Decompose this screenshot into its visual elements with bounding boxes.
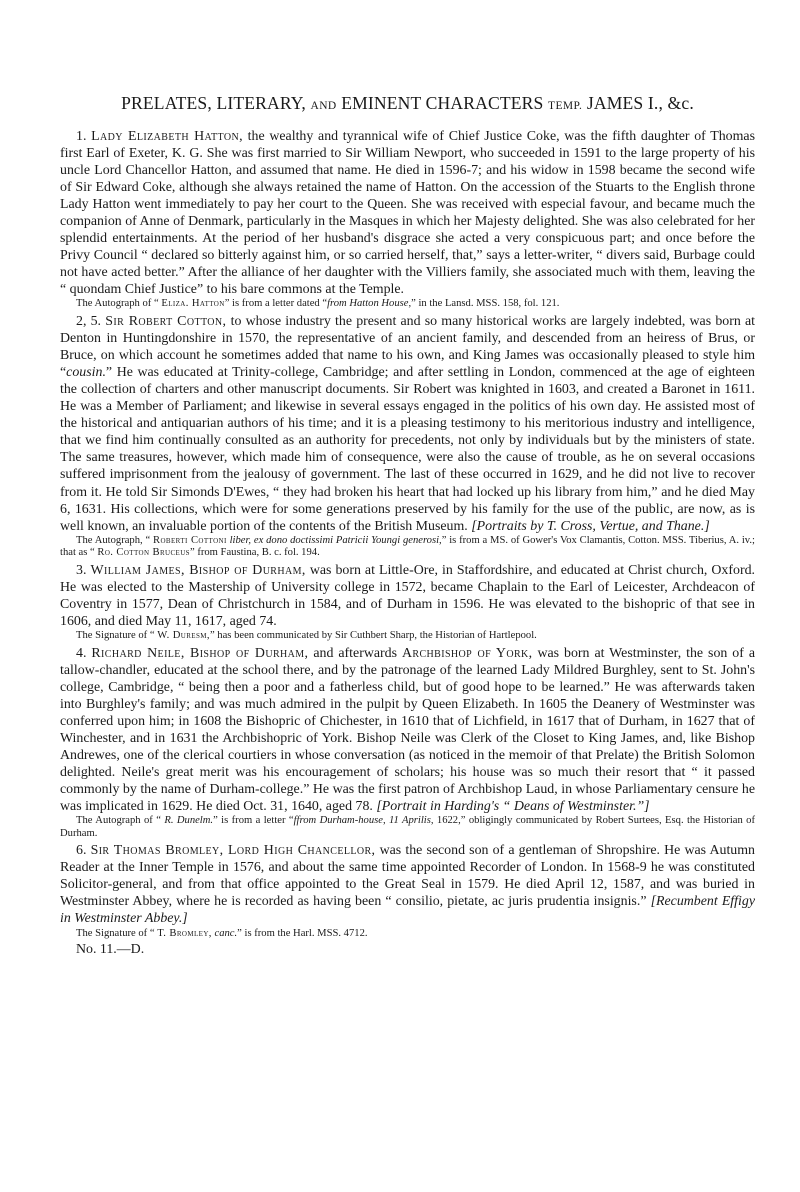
entry-robert-cotton: 2, 5. Sir Robert Cotton, to whose industry the present and so many historical works are largely indebted, was born at Denton in Huntingdonshire in 1570, the representative of an ancient family, and descended from an heiress of Brus, or Bruce, on which account he sometimes added that name to his own, and King James was occasionally pleased to style him “cousin.” He was educated at Trinity-college, Cambridge; and after settling in London, commenced at the age of eighteen the collection of charters and other manuscript documents. Sir Robert was knighted in 1603, and created a Baronet in 1611. He was a Member of Parliament; and likewise in several essays engaged in the politics of his own day. He assisted most of the historical and antiquarian authors of his time; and it is a pleasing testimony to his meritorious industry and intelligence, that we find him continually consulted as an authority for precedents, not only by individuals but by the ministers of state. The same treasures, however, which made him of consequence, were also the cause of trouble, as he on several occasions suffered imprisonment from the jealousy of government. The last of these occurred in 1629, and he did not live to recover from it. He told Sir Simonds D'Ewes, “ they had broken his heart that had locked up his library from him,” and he died May 6, 1631. His collections, which were for some generations preserved by his family for the use of the public, are now, as is well known, an invaluable portion of the contents of the British Museum. [Portraits by T. Cross, Vertue, and Thane.]: [60, 314, 755, 534]
entry-thomas-bromley: [60, 842, 755, 927]
entry-number: 4.: [76, 645, 87, 661]
entry-number: 1.: [76, 129, 87, 144]
autograph-note: The Signature of “ W. Duresm,” has been communicated by Sir Cuthbert Sharp, the Historian of Hartlepool.: [76, 630, 537, 642]
title-end: JAMES I., &c.: [586, 93, 694, 113]
entry-text: was the second son of a gentleman of Shropshire. He was Autumn Reader at the Inner Temple in 1576, and about the same time appointed Recorder of London. In 1568-9 he was constituted Solicitor-general, and from that office appointed to the Great Seal in 1579. He died April 12, 1587, and was buried in Westminster Abbey, where he is recorded as having been “ consilio, pietate, ac juris prudentia insignis.”: [60, 843, 755, 910]
entry-name: William James, Bishop of Durham,: [90, 562, 306, 578]
entry-number: 2, 5.: [76, 314, 102, 330]
entry-number: 3.: [76, 562, 87, 578]
signature-mark: No. 11.—D.: [76, 942, 145, 958]
portrait-reference: [Portrait in Harding's “ Deans of Westminster.”]: [376, 799, 650, 815]
document-page: [60, 93, 755, 958]
entry-name: Lady Elizabeth Hatton,: [91, 129, 243, 144]
autograph-note: The Signature of “ T. Bromley, canc.” is from the Harl. MSS. 4712.: [76, 927, 368, 939]
entry-name: Sir Robert Cotton,: [105, 314, 227, 330]
portrait-reference: [Recumbent Effigy in Westminster Abbey.]: [60, 894, 755, 927]
entry-number: 6.: [76, 843, 87, 859]
entry-text-cont: ” He was educated at Trinity-college, Cambridge; and after settling in London, commenced at the age of eighteen the collection of charters and other manuscript documents. Sir Robert was knighted in 1603, and created a Baronet in 1611. He was a Member of Parliament; and likewise in several essays engaged in the politics of his own day. He assisted most of the historical and antiquarian authors of his time; and it is a pleasing testimony to his meritorious industry and intelligence, that we find him continually consulted as an authority for precedents, not only by individuals but by the ministers of state. The same treasures, however, which made him of consequence, were also the cause of trouble, as he on several occasions suffered imprisonment from the jealousy of government. The last of these occurred in 1629, and he did not live to recover from it. He told Sir Simonds D'Ewes, “ they had broken his heart that had locked up his library from him,” and he died May 6, 1631. His collections, which were for some generations preserved by his family for the use of the public, are now, as is well known, an invaluable portion of the contents of the British Museum.: [60, 365, 755, 534]
entry-name: Richard Neile, Bishop of Durham,: [91, 645, 309, 661]
autograph-note: The Autograph, “ Roberti Cottoni liber, ex dono doctissimi Patricii Youngi generosi,” is from a MS. of Gower's Vox Clamantis, Cotton. MSS. Tiberius, A. iv.; that as “ Ro. Cotton Bruceus” from Faustina, B. c. fol. 194.: [60, 534, 755, 559]
entry-text: to whose industry the present and so many historical works are largely indebted, was born at Denton in Huntingdonshire in 1570, the representative of an ancient family, and descended from an heiress of Brus, or Bruce, on which account he sometimes added that name to his own, and King James was occasionally pleased to style him “: [60, 314, 755, 381]
entry-william-james: [60, 562, 755, 630]
title-main: PRELATES, LITERARY,: [121, 93, 306, 113]
title-temp: TEMP.: [548, 100, 583, 112]
entry-text: the wealthy and tyrannical wife of Chief Justice Coke, was the fifth daughter of Thomas first Earl of Exeter, K. G. She was first married to Sir William Newport, who succeeded in 1591 to the large property of his uncle Lord Chancellor Hatton, and assumed that name. He died in 1596-7; and his widow in 1598 became the second wife of Sir Edward Coke, although she always retained the name of Hatton. On the accession of the Stuarts to the English throne Lady Hatton went immediately to pay her court to the Queen. She was received with especial favour, and became much the companion of Anne of Denmark, particularly in the Masques in which her Majesty delighted. She was also celebrated for her splendid entertainments. At the period of her husband's disgrace she acted a very conspicuous part; and once before the Privy Council “ declared so bitterly against him, or so carried herself, that,” says a letter-writer, “ divers said, Burbage could not have acted better.” After the alliance of her daughter with the Villiers family, she associated much with them, leaving the “ quondam Chief Justice” to his bare commons at the Temple.: [60, 129, 755, 298]
portrait-reference: [Portraits by T. Cross, Vertue, and Thane.]: [471, 518, 710, 534]
entry-text: was born at Little-Ore, in Staffordshire, and educated at Christ church, Oxford. He was elected to the Mastership of University college in 1572, became Chaplain to the Earl of Leicester, Archdeacon of Coventry in 1577, Dean of Christchurch in 1584, and of Durham in 1596. He was elevated to the bishopric of that see in 1606, and died May 11, 1617, aged 74.: [60, 562, 755, 629]
title-mid: EMINENT CHARACTERS: [341, 93, 544, 113]
entry-lady-hatton: [60, 128, 755, 298]
autograph-note: The Autograph of “ R. Dunelm.” is from a letter “ffrom Durham-house, 11 Aprilis, 1622,” obligingly communicated by Robert Surtees, Esq. the Historian of Durham.: [60, 815, 755, 839]
entry-name: Sir Thomas Bromley, Lord High Chancellor,: [90, 843, 376, 859]
title-and: AND: [310, 100, 337, 112]
autograph-note: The Autograph of “ Eliza. Hatton” is from a letter dated “from Hatton House,” in the Lansd. MSS. 158, fol. 121.: [76, 298, 560, 310]
entry-text: was born at Westminster, the son of a tallow-chandler, educated at the school there, and by the patronage of the learned Lady Mildred Burghley, sent to St. John's college, Cambridge, “ being then a poor and a fatherless child, but of good hope to be learned.” He was afterwards taken into Burghley's family; and was much admired in the pulpit by Queen Elizabeth. In 1605 the Deanery of Westminster was conferred upon him; in 1608 the Bishopric of Chichester, in 1610 that of Lichfield, in 1617 that of Durham, in 1627 that of Winchester, and in 1631 the Archbishopric of York. Bishop Neile was Clerk of the Closet to King James, and, like Bishop Andrewes, one of the clerical courtiers in whose conversation (as noticed in the memoir of that Prelate) the British Solomon delighted. Neile's great merit was his encouragement of scholars; his house was so much their resort that “ it passed commonly by the name of Durham-college.” He was the first patron of Archbishop Laud, in whose Parliamentary censure he was implicated in 1629. He died Oct. 31, 1640, aged 78.: [60, 645, 755, 815]
entry-richard-neile: 4. Richard Neile, Bishop of Durham, and afterwards Archbishop of York, was born at Westminster, the son of a tallow-chandler, educated at the school there, and by the patronage of the learned Lady Mildred Burghley, sent to St. John's college, Cambridge, “ being then a poor and a fatherless child, but of good hope to be learned.” He was afterwards taken into Burghley's family; and was much admired in the pulpit by Queen Elizabeth. In 1605 the Deanery of Westminster was conferred upon him; in 1608 the Bishopric of Chichester, in 1610 that of Lichfield, in 1617 that of Durham, in 1627 that of Winchester, and in 1631 the Archbishopric of York. Bishop Neile was Clerk of the Closet to King James, and, like Bishop Andrewes, one of the clerical courtiers in whose conversation (as noticed in the memoir of that Prelate) the British Solomon delighted. Neile's great merit was his encouragement of scholars; his house was so much their resort that “ it passed commonly by the name of Durham-college.” He was the first patron of Archbishop Laud, in whose Parliamentary censure he was implicated in 1629. He died Oct. 31, 1640, aged 78. [Portrait in Harding's “ Deans of Westminster.”]: [60, 645, 755, 815]
page-title: [60, 93, 755, 114]
